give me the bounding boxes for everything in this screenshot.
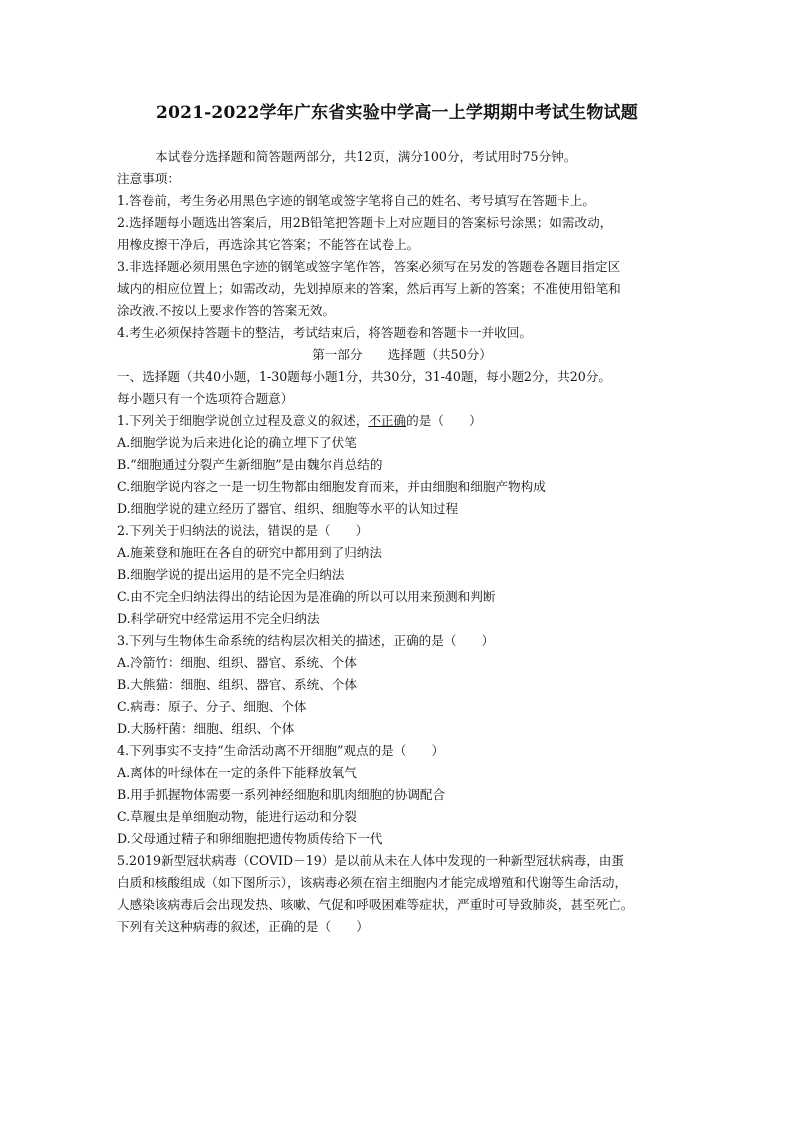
question-1-option-a: A.细胞学说为后来进化论的确立埋下了伏笔 [117,435,357,450]
question-stem-text: 1.下列关于细胞学说创立过程及意义的叙述， [117,413,369,428]
question-3-option-d: D.大肠杆菌：细胞、组织、个体 [117,721,295,736]
question-2-option-c: C.由不完全归纳法得出的结论因为是准确的所以可以用来预测和判断 [117,589,496,604]
section-intro: 一、选择题（共40小题，1-30题每小题1分，共30分，31-40题，每小题2分，共20分。 [117,369,611,384]
notice-line: 域内的相应位置上；如需改动，先划掉原来的答案，然后再写上新的答案；不准使用铅笔和 [117,281,621,296]
part-heading: 第一部分 选择题（共50分） [312,347,492,362]
question-1-option-c: C.细胞学说内容之一是一切生物都由细胞发育而来，并由细胞和细胞产物构成 [117,479,546,494]
section-intro: 每小题只有一个选项符合题意） [117,391,294,406]
notice-line: 4.考生必须保持答题卡的整洁，考试结束后，将答题卷和答题卡一并收回。 [117,325,533,340]
question-1-stem [117,410,687,432]
notice-line: 2.选择题每小题选出答案后，用2B铅笔把答题卡上对应题目的答案标号涂黑；如需改动， [117,215,613,230]
exam-intro: 本试卷分选择题和简答题两部分，共12页，满分100分，考试用时75分钟。 [155,149,577,164]
exam-body [117,146,687,938]
question-2-stem: 2.下列关于归纳法的说法，错误的是（ ） [117,523,369,538]
question-2-option-b: B.细胞学说的提出运用的是不完全归纳法 [117,567,345,582]
notice-heading: 注意事项： [117,171,180,186]
question-4-option-d: D.父母通过精子和卵细胞把遗传物质传给下一代 [117,831,383,846]
question-4-option-c: C.草履虫是单细胞动物，能进行运动和分裂 [117,809,357,824]
page-title: 2021-2022学年广东省实验中学高一上学期期中考试生物试题 [156,103,638,123]
question-4-option-b: B.用手抓握物体需要一系列神经细胞和肌肉细胞的协调配合 [117,787,446,802]
question-2-option-a: A.施莱登和施旺在各自的研究中都用到了归纳法 [117,545,382,560]
question-3-option-a: A.冷箭竹：细胞、组织、器官、系统、个体 [117,655,357,670]
question-1-option-d: D.细胞学说的建立经历了器官、组织、细胞等水平的认知过程 [117,501,459,516]
notice-line: 用橡皮擦干净后，再选涂其它答案；不能答在试卷上。 [117,237,420,252]
question-3-option-c: C.病毒：原子、分子、细胞、个体 [117,699,307,714]
underlined-keyword: 不正确 [368,413,407,428]
question-5-stem-line: 下列有关这种病毒的叙述，正确的是（ ） [117,919,369,934]
question-5-stem-line: 白质和核酸组成（如下图所示），该病毒必须在宿主细胞内才能完成增殖和代谢等生命活动， [117,875,628,890]
question-4-stem: 4.下列事实不支持“生命活动离不开细胞”观点的是（ ） [117,743,445,758]
notice-line: 1.答卷前，考生务必用黑色字迹的钢笔或签字笔将自己的姓名、考号填写在答题卡上。 [117,193,595,208]
notice-line: 涂改液.不按以上要求作答的答案无效。 [117,303,336,318]
question-5-stem-line: 人感染该病毒后会出现发热、咳嗽、气促和呼吸困难等症状，严重时可导致肺炎，甚至死亡。 [117,897,634,912]
question-1-option-b: B.“细胞通过分裂产生新细胞”是由魏尔肖总结的 [117,457,383,472]
question-5-stem-line: 5.2019新型冠状病毒（COVID－19）是以前从未在人体中发现的一种新型冠状病毒，由蛋 [117,853,624,868]
question-3-option-b: B.大熊猫：细胞、组织、器官、系统、个体 [117,677,357,692]
question-2-option-d: D.科学研究中经常运用不完全归纳法 [117,611,320,626]
notice-line: 3.非选择题必须用黑色字迹的钢笔或签字笔作答，答案必须写在另发的答题卷各题目指定区 [117,259,621,274]
question-4-option-a: A.离体的叶绿体在一定的条件下能释放氧气 [117,765,357,780]
question-stem-text: 的是（ ） [406,413,482,428]
question-3-stem: 3.下列与生物体生命系统的结构层次相关的描述，正确的是（ ） [117,633,495,648]
